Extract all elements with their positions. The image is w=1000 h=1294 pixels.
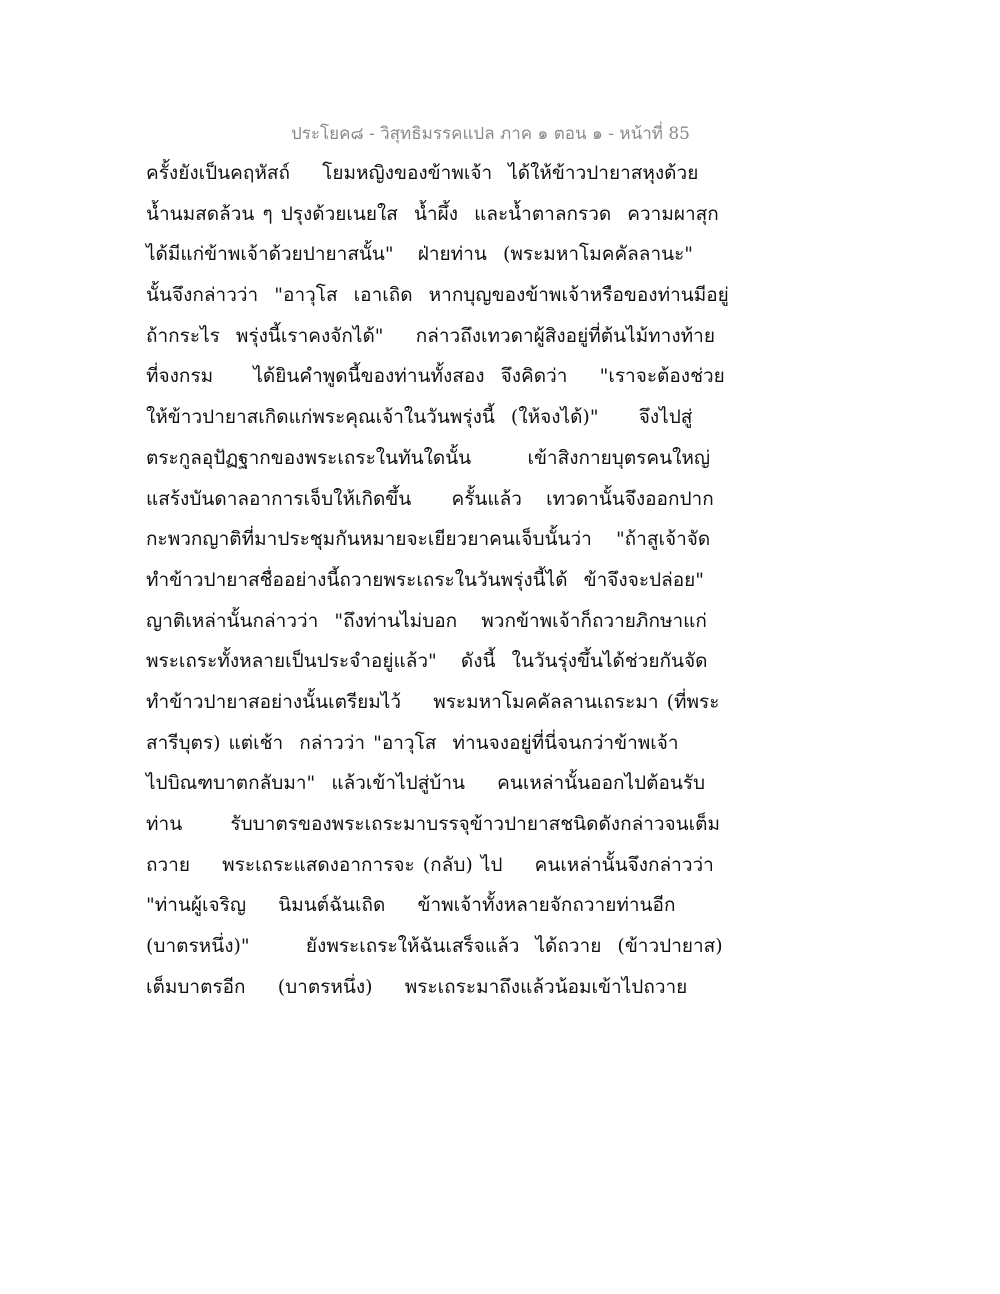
text-line: ไปบิณฑบาตกลับมา" แล้วเข้าไปสู่บ้าน คนเหล่านั้นออกไปต้อนรับ [146, 772, 706, 795]
text-line: ได้มีแก่ข้าพเจ้าด้วยปายาสนั้น" ฝ่ายท่าน (พระมหาโมคคัลลานะ" [146, 243, 694, 266]
text-line: พระเถระทั้งหลายเป็นประจำอยู่แล้ว" ดังนี้ ในวันรุ่งขึ้นได้ช่วยกันจัด [146, 650, 708, 673]
text-line: สารีบุตร) แต่เช้า กล่าวว่า "อาวุโส ท่านจงอยู่ที่นี่จนกว่าข้าพเจ้า [146, 731, 679, 754]
text-line: ให้ข้าวปายาสเกิดแก่พระคุณเจ้าในวันพรุ่งนี้ (ให้จงได้)" จึงไปสู่ [146, 406, 693, 429]
text-line: ตระกูลอุปัฏฐากของพระเถระในทันใดนั้น เข้าสิงกายบุตรคนใหญ่ [146, 446, 711, 469]
text-line: กะพวกญาติที่มาประชุมกันหมายจะเยียวยาคนเจ็บนั้นว่า "ถ้าสูเจ้าจัด [146, 528, 711, 551]
running-header: ประโยค๘ - วิสุทธิมรรคแปล ภาค ๑ ตอน ๑ - หน้าที่ 85 [290, 124, 690, 144]
text-line: ถวาย พระเถระแสดงอาการจะ (กลับ) ไป คนเหล่านั้นจึงกล่าวว่า [146, 853, 714, 876]
text-line: เต็มบาตรอีก (บาตรหนึ่ง) พระเถระมาถึงแล้วน้อมเข้าไปถวาย [146, 975, 688, 998]
text-line: ถ้ากระไร พรุ่งนี้เราคงจักได้" กล่าวถึงเทวดาผู้สิงอยู่ที่ต้นไม้ทางท้าย [146, 324, 715, 347]
text-line: ทำข้าวปายาสชื่ออย่างนี้ถวายพระเถระในวันพรุ่งนี้ได้ ข้าจึงจะปล่อย" [146, 568, 705, 591]
body-text [146, 153, 729, 1007]
text-line: ทำข้าวปายาสอย่างนั้นเตรียมไว้ พระมหาโมคคัลลานเถระมา (ที่พระ [146, 690, 720, 713]
text-line: แสร้งบันดาลอาการเจ็บให้เกิดขึ้น ครั้นแล้ว เทวดานั้นจึงออกปาก [146, 487, 714, 510]
text-line: (บาตรหนึ่ง)" ยังพระเถระให้ฉันเสร็จแล้ว ได้ถวาย (ข้าวปายาส) [146, 935, 723, 958]
text-line: นั้นจึงกล่าวว่า "อาวุโส เอาเถิด หากบุญของข้าพเจ้าหรือของท่านมีอยู่ [146, 284, 729, 307]
text-line: ท่าน รับบาตรของพระเถระมาบรรจุข้าวปายาสชนิดดังกล่าวจนเต็ม [146, 813, 721, 835]
text-line: ญาติเหล่านั้นกล่าวว่า "ถึงท่านไม่บอก พวกข้าพเจ้าก็ถวายภิกษาแก่ [146, 609, 707, 632]
text-line: ครั้งยังเป็นคฤหัสถ์ โยมหญิงของข้าพเจ้า ได้ให้ข้าวปายาสหุงด้วย [146, 162, 699, 184]
text-line: "ท่านผู้เจริญ นิมนต์ฉันเถิด ข้าพเจ้าทั้งหลายจักถวายท่านอีก [146, 894, 676, 917]
text-line: น้ำนมสดล้วน ๆ ปรุงด้วยเนยใส น้ำผึ้ง และน้ำตาลกรวด ความผาสุก [146, 202, 719, 225]
text-line: ที่จงกรม ได้ยินคำพูดนี้ของท่านทั้งสอง จึงคิดว่า "เราจะต้องช่วย [146, 365, 725, 388]
